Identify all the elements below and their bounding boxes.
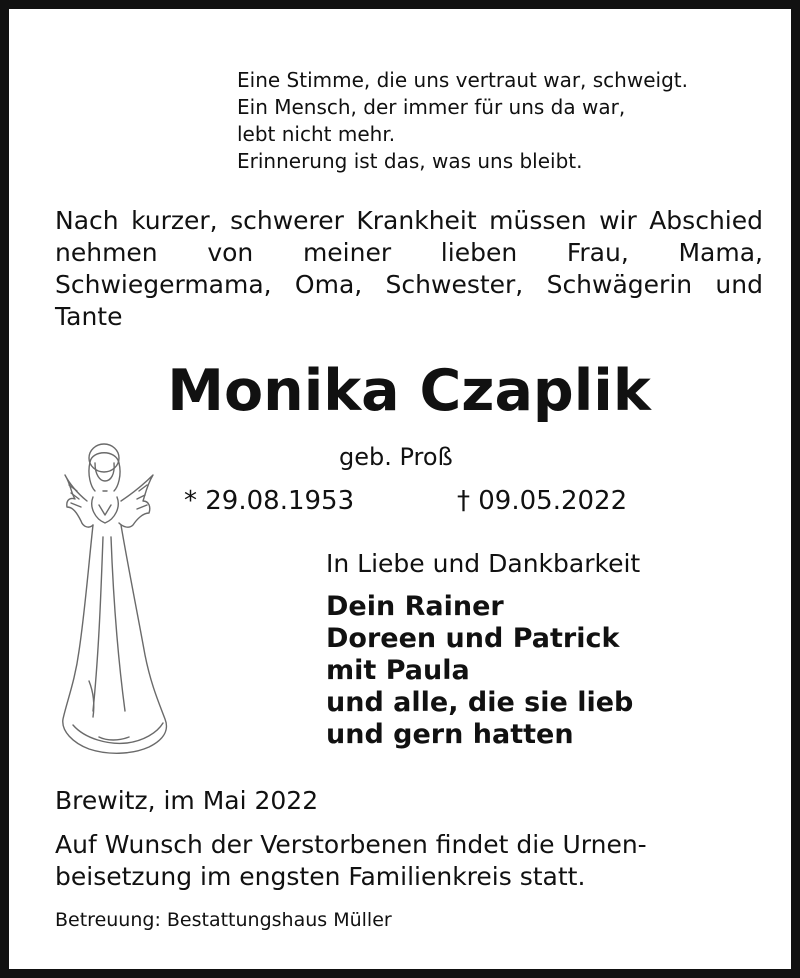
mourner-line: und gern hatten [326,719,574,750]
mourner-line: und alle, die sie lieb [326,687,634,718]
intro-text: Nach kurzer, schwerer Krankheit müssen wir Abschied nehmen von meiner lieben Frau, Mama, Schwiegermama, Oma, Schwester, Schwägerin und Tante [55,206,763,331]
funeral-home-credit: Betreuung: Bestattungshaus Müller [55,909,392,931]
burial-notice [55,829,775,893]
greeting: In Liebe und Dankbarkeit [326,549,641,578]
poem-line: Ein Mensch, der immer für uns da war, [237,95,626,119]
notice-line: beisetzung im engsten Familienkreis statt. [55,862,586,891]
poem-line: Erinnerung ist das, was uns bleibt. [237,149,583,173]
angel-figure-icon [59,441,171,763]
death-date: † 09.05.2022 [457,486,628,516]
mourner-line: Dein Rainer [326,591,504,622]
birth-name: geb. Proß [339,443,453,471]
mourner-line: Doreen und Patrick [326,623,620,654]
notice-line: Auf Wunsch der Verstorbenen findet die Urnen- [55,830,647,859]
poem [237,67,777,175]
place-date: Brewitz, im Mai 2022 [55,786,319,815]
poem-line: lebt nicht mehr. [237,122,396,146]
deceased-name: Monika Czaplik [167,358,651,424]
mourners-list [326,591,633,751]
poem-line: Eine Stimme, die uns vertraut war, schweigt. [237,68,688,92]
birth-date: * 29.08.1953 [184,486,355,516]
mourner-line: mit Paula [326,655,470,686]
